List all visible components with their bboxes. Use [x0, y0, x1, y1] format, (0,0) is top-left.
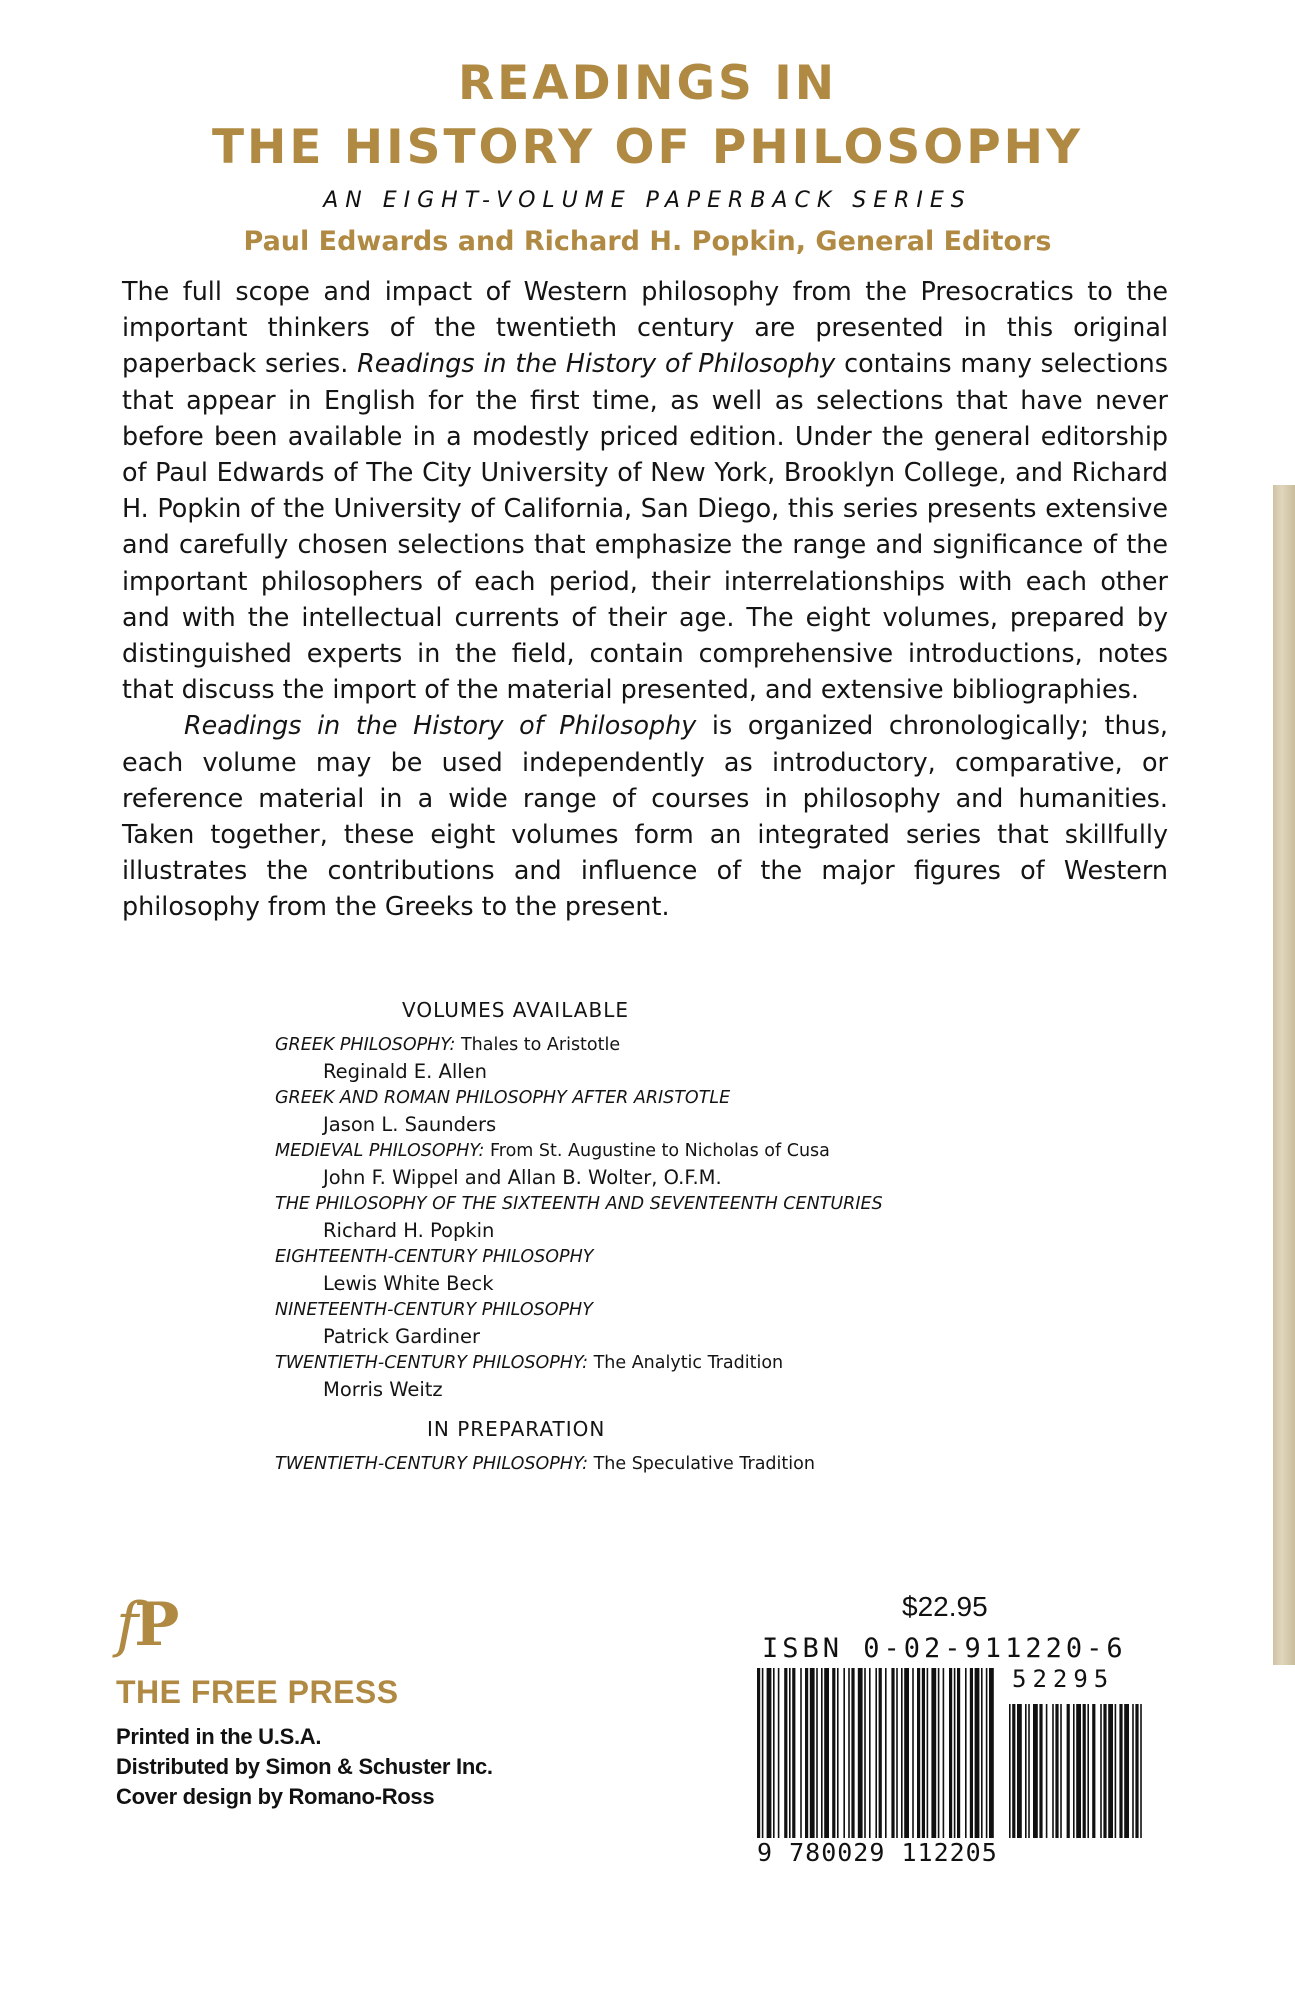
barcode-bar — [1092, 1704, 1095, 1838]
barcode-bar — [1076, 1704, 1081, 1838]
volume-title-line — [275, 1351, 1035, 1376]
volume-author: Lewis White Beck — [323, 1272, 494, 1295]
barcode-bar — [1108, 1704, 1113, 1838]
barcode-bar — [778, 1668, 780, 1838]
barcode-bar — [816, 1668, 818, 1838]
barcode-bar — [858, 1668, 863, 1838]
barcode-bar — [1115, 1704, 1117, 1838]
barcode-bar — [943, 1668, 945, 1838]
barcode-bar — [767, 1668, 772, 1838]
volume-title-line — [275, 1298, 1035, 1323]
free-press-logo — [116, 1590, 636, 1668]
volume-author: Richard H. Popkin — [323, 1219, 495, 1242]
volume-subtitle: The Analytic Tradition — [588, 1353, 784, 1373]
page-edge-strip — [1273, 485, 1295, 1665]
description-text: contains many selections that appear in English for the first time, as well as selections that have never before been available in a modestly priced edition. Under the general editorship of Paul Edwards of The City University of New York, Brooklyn College, and Richard H. Popkin of the University of California, San Diego, this series presents extensive and carefully chosen selections that emphasize the range and significance of the important philosophers of each period, their interrelationships with each other and with the intellectual currents of their age. The eight volumes, prepared by distinguished experts in the field, contain comprehensive introductions, notes that discuss the import of the material presented, and extensive bibliographies. — [122, 348, 1169, 705]
barcode-bar — [869, 1668, 871, 1838]
volumes-available-heading: VOLUMES AVAILABLE — [402, 998, 629, 1022]
price-code-label: 52295 — [1008, 1664, 1118, 1694]
barcode-bar — [1135, 1704, 1138, 1838]
barcode-bar — [931, 1668, 936, 1838]
barcode-bar — [1060, 1704, 1062, 1838]
volumes-list — [275, 995, 1035, 1477]
series-title-italic: Readings in the History of Philosophy — [184, 710, 697, 741]
barcode-bar — [957, 1668, 960, 1838]
barcode-bar — [810, 1668, 815, 1838]
barcode-bar — [1039, 1704, 1042, 1838]
barcode-bar — [824, 1668, 829, 1838]
barcode-bar — [879, 1668, 882, 1838]
volume-title-line — [275, 1192, 1035, 1217]
barcode-bar — [1087, 1704, 1089, 1838]
series-title-line-2: THE HISTORY OF PHILOSOPHY — [211, 120, 1084, 175]
barcode-bar — [904, 1668, 909, 1838]
publisher-credits — [116, 1722, 636, 1812]
barcode-bar — [792, 1668, 795, 1838]
volume-title-line — [275, 1245, 1035, 1270]
barcode-bar — [970, 1668, 973, 1838]
publisher-block — [116, 1590, 636, 1812]
barcode-bar — [989, 1668, 994, 1838]
price-label: $22.95 — [902, 1591, 988, 1622]
barcode-bar — [875, 1668, 877, 1838]
barcode-bar — [757, 1668, 760, 1838]
isbn-label: ISBN 0-02-911220-6 — [762, 1633, 1127, 1664]
volume-author: Reginald E. Allen — [323, 1060, 488, 1083]
volume-title-line — [275, 1033, 1035, 1058]
barcode-bar — [885, 1668, 887, 1838]
volume-title: GREEK AND ROMAN PHILOSOPHY AFTER ARISTOTLE — [275, 1088, 731, 1108]
barcode-bar — [1119, 1704, 1122, 1838]
barcode-bar — [1067, 1704, 1070, 1838]
volume-title-line — [275, 1139, 1035, 1164]
barcode-bar — [975, 1668, 980, 1838]
barcode-bar — [832, 1668, 835, 1838]
preparation-volume — [275, 1452, 1035, 1477]
barcode-bar — [800, 1668, 802, 1838]
barcode-bar — [949, 1668, 952, 1838]
barcode-bar — [1009, 1704, 1011, 1838]
barcode-bar — [1103, 1704, 1106, 1838]
barcode-bar — [1083, 1704, 1086, 1838]
barcode-bar — [901, 1668, 903, 1838]
description-paragraph-1 — [122, 273, 1168, 707]
barcode-bar — [922, 1668, 925, 1838]
barcode-bar — [1140, 1704, 1142, 1838]
series-subtitle: AN EIGHT-VOLUME PAPERBACK SERIES — [323, 188, 972, 213]
barcode-bar — [805, 1668, 808, 1838]
distributed-by-credit: Distributed by Simon & Schuster Inc. — [116, 1754, 493, 1779]
volume-subtitle: From St. Augustine to Nicholas of Cusa — [484, 1141, 830, 1161]
barcode-bar — [912, 1668, 914, 1838]
description-paragraph-2 — [122, 707, 1168, 924]
barcode-bar — [927, 1668, 929, 1838]
barcode-bar — [1046, 1704, 1048, 1838]
barcode-bar — [1028, 1704, 1030, 1838]
cover-design-credit: Cover design by Romano-Ross — [116, 1784, 435, 1809]
logo-p: P — [134, 1590, 180, 1660]
volume-items — [275, 1033, 1035, 1404]
barcode-number: 9 780029 112205 — [757, 1838, 998, 1867]
volume-title: TWENTIETH-CENTURY PHILOSOPHY: — [275, 1454, 589, 1474]
barcode-bar — [1055, 1704, 1058, 1838]
barcode-bar — [986, 1668, 988, 1838]
barcode-bar — [762, 1668, 764, 1838]
barcode-bar — [821, 1668, 823, 1838]
barcode-bar — [1025, 1704, 1027, 1838]
barcode-bar — [848, 1668, 850, 1838]
barcode-bar — [837, 1668, 839, 1838]
description-text: is organized chronologically; thus, each volume may be used independently as introductory, comparative, or reference material in a wide range of courses in philosophy and humanities. Taken together, these eight volumes form an integrated series that skillfully illustrates the contributions and influence of the major figures of Western philosophy from the Greeks to the present. — [122, 710, 1168, 922]
barcode-bar — [954, 1668, 956, 1838]
barcode-bar — [789, 1668, 791, 1838]
volume-author: John F. Wippel and Allan B. Wolter, O.F.M. — [323, 1166, 722, 1189]
barcode-bar — [891, 1668, 894, 1838]
barcode-bar — [784, 1668, 787, 1838]
general-editors: Paul Edwards and Richard H. Popkin, General Editors — [243, 226, 1052, 257]
volume-title: EIGHTEENTH-CENTURY PHILOSOPHY — [275, 1247, 594, 1267]
barcode-bar — [864, 1668, 866, 1838]
printed-in-credit: Printed in the U.S.A. — [116, 1724, 322, 1749]
publisher-name: THE FREE PRESS — [116, 1674, 399, 1710]
volume-title: NINETEENTH-CENTURY PHILOSOPHY — [275, 1300, 593, 1320]
volume-author: Morris Weitz — [323, 1378, 443, 1401]
barcode-bar — [917, 1668, 920, 1838]
description-text: The full scope and impact of Western philosophy from the Presocratics to the important thinkers of the twentieth century are presented in this original paperback series. — [122, 276, 1168, 379]
barcode-bar — [773, 1668, 775, 1838]
volume-title: GREEK PHILOSOPHY: — [275, 1035, 456, 1055]
volume-title: TWENTIETH-CENTURY PHILOSOPHY: — [275, 1353, 589, 1373]
volume-title-line — [275, 1086, 1035, 1111]
logo-f: f — [116, 1590, 139, 1660]
in-preparation-heading: IN PREPARATION — [427, 1417, 606, 1441]
volume-title: MEDIEVAL PHILOSOPHY: — [275, 1141, 485, 1161]
series-description — [122, 273, 1168, 925]
volume-title: THE PHILOSOPHY OF THE SIXTEENTH AND SEVENTEENTH CENTURIES — [275, 1194, 883, 1214]
barcode-bar — [1012, 1704, 1015, 1838]
barcode-bar — [1132, 1704, 1134, 1838]
cover-header — [0, 52, 1295, 262]
series-title-italic: Readings in the History of Philosophy — [357, 348, 836, 379]
volume-author: Patrick Gardiner — [323, 1325, 481, 1348]
barcode-bar — [965, 1668, 967, 1838]
barcode-bar — [1124, 1704, 1129, 1838]
barcode-bar — [896, 1668, 898, 1838]
barcode-bar — [1052, 1704, 1054, 1838]
volume-subtitle: The Speculative Tradition — [588, 1454, 815, 1474]
barcode-bar — [1073, 1704, 1075, 1838]
barcode-bar — [843, 1668, 845, 1838]
barcode-bar — [938, 1668, 940, 1838]
barcode-bar — [1033, 1704, 1038, 1838]
series-title-line-1: READINGS IN — [457, 56, 838, 111]
barcode-bar — [1017, 1704, 1022, 1838]
barcode-bar — [851, 1668, 854, 1838]
volume-author: Jason L. Saunders — [323, 1113, 497, 1136]
barcode-bar — [1100, 1704, 1102, 1838]
volume-subtitle: Thales to Aristotle — [455, 1035, 621, 1055]
barcode-bar — [981, 1668, 983, 1838]
